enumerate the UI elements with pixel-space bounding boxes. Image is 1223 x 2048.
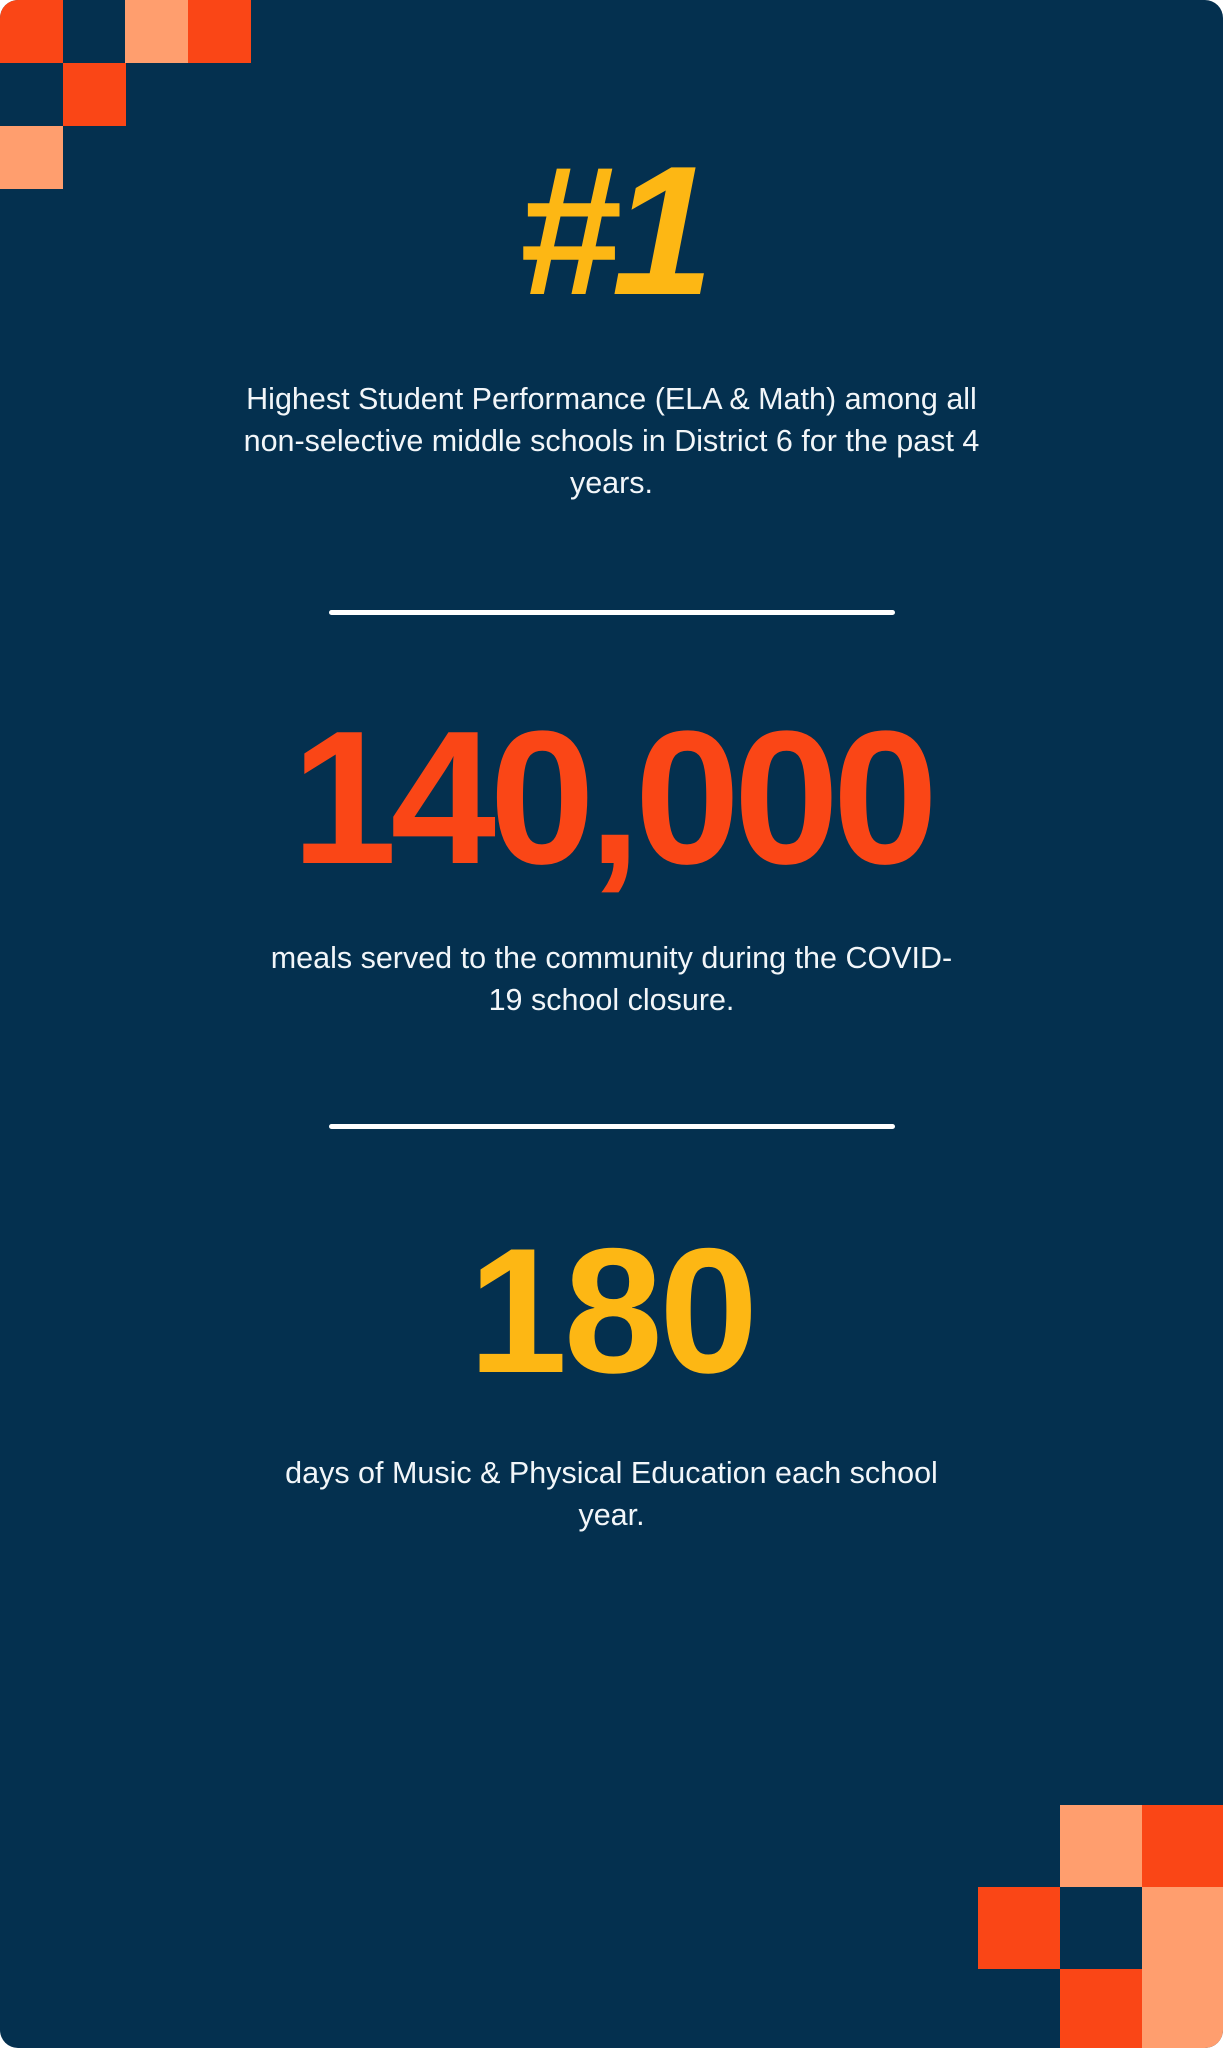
stat-caption-1: Highest Student Performance (ELA & Math) among all non-selective middle schools in District 6 for the past 4 years. xyxy=(243,382,980,501)
stat-caption-2: meals served to the community during the COVID-19 school closure. xyxy=(270,941,953,1018)
stat-caption-3: days of Music & Physical Education each school year. xyxy=(285,1456,938,1533)
stat-block-3 xyxy=(0,1211,1223,1536)
stat-block-1 xyxy=(0,127,1223,504)
stat-number-2: 140,000 xyxy=(291,692,932,905)
stat-number-3: 180 xyxy=(468,1211,755,1411)
divider-1 xyxy=(329,610,895,615)
divider-2 xyxy=(329,1124,895,1129)
stat-number-1: #1 xyxy=(517,127,706,333)
stat-block-2 xyxy=(0,692,1223,1021)
